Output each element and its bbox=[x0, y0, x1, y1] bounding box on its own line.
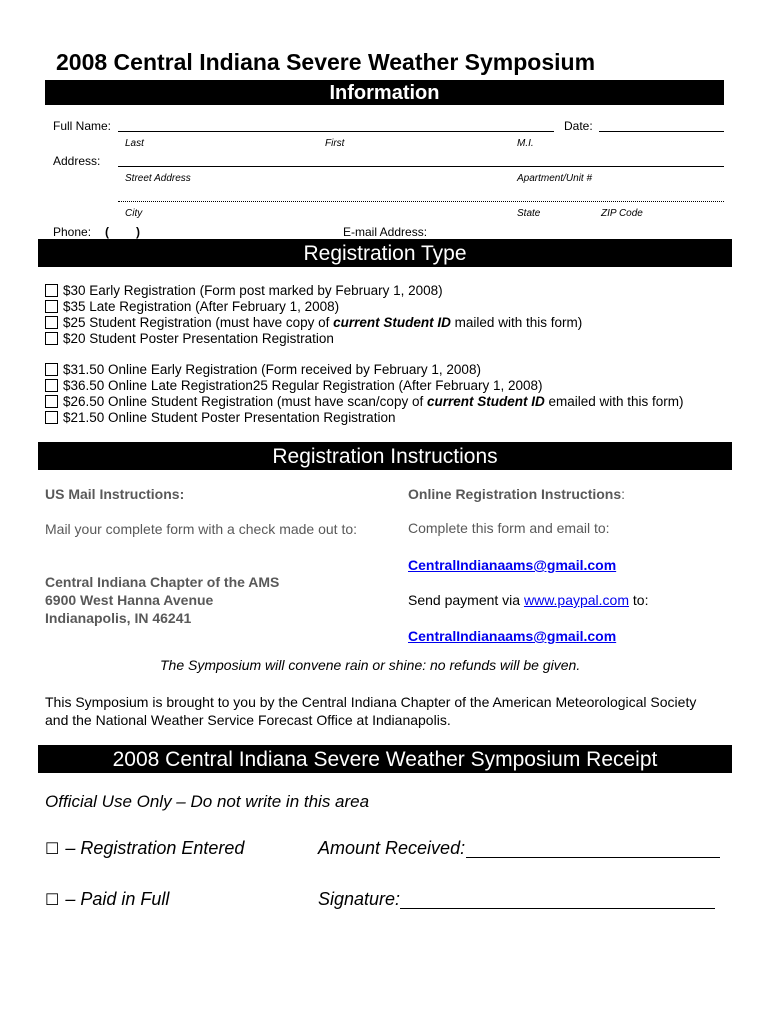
option-label: $35 Late Registration (After February 1, 2008) bbox=[63, 299, 340, 314]
date-field[interactable] bbox=[599, 131, 724, 132]
official-use-notice: Official Use Only – Do not write in this area bbox=[45, 792, 370, 811]
phone-field[interactable] bbox=[148, 237, 338, 238]
city-label: City bbox=[125, 208, 143, 219]
no-refunds-notice: The Symposium will convene rain or shine: no refunds will be given. bbox=[160, 657, 581, 673]
information-header: Information bbox=[45, 80, 724, 105]
checkbox-icon[interactable] bbox=[45, 284, 58, 297]
city-state-zip-field[interactable] bbox=[118, 201, 724, 202]
checkbox-icon[interactable] bbox=[45, 332, 58, 345]
mail-address-line1: Central Indiana Chapter of the AMS bbox=[45, 574, 280, 590]
sponsor-text: This Symposium is brought to you by the Central Indiana Chapter of the American Meteorological Society and the National Weather Service Forecast Office at Indianapolis. bbox=[45, 694, 697, 728]
option-label: $31.50 Online Early Registration (Form received by February 1, 2008) bbox=[63, 362, 481, 377]
full-name-field[interactable] bbox=[118, 131, 554, 132]
email-link-1[interactable]: CentralIndianaams@gmail.com bbox=[408, 557, 617, 573]
registration-option[interactable] bbox=[45, 362, 481, 377]
online-heading-colon: : bbox=[621, 486, 626, 502]
registration-option[interactable] bbox=[45, 410, 395, 425]
registration-option[interactable] bbox=[45, 394, 684, 409]
registration-option[interactable] bbox=[45, 283, 443, 298]
registration-option[interactable] bbox=[45, 331, 334, 346]
option-label: $21.50 Online Student Poster Presentation Registration bbox=[63, 410, 396, 425]
amount-received-label: Amount Received: bbox=[318, 838, 466, 858]
online-instructions-heading bbox=[408, 486, 625, 502]
checkbox-icon[interactable] bbox=[45, 300, 58, 313]
email-field[interactable] bbox=[448, 237, 724, 238]
registration-option[interactable] bbox=[45, 378, 543, 393]
online-instructions-text: Complete this form and email to: bbox=[408, 520, 610, 536]
option-label: $20 Student Poster Presentation Registration bbox=[63, 331, 334, 346]
option-label-start: $26.50 Online Student Registration (must have scan/copy of bbox=[63, 394, 427, 409]
paid-in-full-checkbox-icon[interactable]: ☐ bbox=[45, 892, 60, 909]
mail-address-line2: 6900 West Hanna Avenue bbox=[45, 592, 214, 608]
signature-label: Signature: bbox=[318, 889, 401, 909]
middle-initial-label: M.I. bbox=[517, 138, 534, 149]
last-name-label: Last bbox=[125, 138, 144, 149]
phone-paren-open: ( bbox=[105, 225, 109, 239]
payment-instructions bbox=[408, 592, 648, 608]
checkbox-icon[interactable] bbox=[45, 316, 58, 329]
registration-entered-label: – Registration Entered bbox=[65, 838, 245, 858]
paid-in-full-label: – Paid in Full bbox=[65, 889, 170, 909]
email-link-2[interactable]: CentralIndianaams@gmail.com bbox=[408, 628, 617, 644]
paid-in-full-row bbox=[45, 889, 169, 910]
payment-pre-text: Send payment via bbox=[408, 592, 524, 608]
registration-option[interactable] bbox=[45, 299, 339, 314]
registration-option[interactable] bbox=[45, 315, 582, 330]
receipt-header: 2008 Central Indiana Severe Weather Symposium Receipt bbox=[38, 745, 732, 773]
street-address-label: Street Address bbox=[125, 173, 191, 184]
email-label: E-mail Address: bbox=[343, 225, 428, 239]
option-label-emphasis: current Student ID bbox=[426, 394, 545, 409]
option-label-end: mailed with this form) bbox=[450, 315, 583, 330]
paypal-link[interactable]: www.paypal.com bbox=[523, 592, 630, 608]
phone-paren-close: ) bbox=[136, 225, 140, 239]
option-label: $30 Early Registration (Form post marked by February 1, 2008) bbox=[63, 283, 443, 298]
checkbox-icon[interactable] bbox=[45, 363, 58, 376]
zip-code-label: ZIP Code bbox=[601, 208, 643, 219]
address-label: Address: bbox=[53, 154, 101, 168]
mail-instructions-text: Mail your complete form with a check made out to: bbox=[45, 521, 358, 537]
option-label: $36.50 Online Late Registration25 Regular Registration (After February 1, 2008) bbox=[63, 378, 543, 393]
online-heading-text: Online Registration Instructions bbox=[408, 486, 622, 502]
page-title: 2008 Central Indiana Severe Weather Symposium bbox=[56, 49, 596, 75]
mail-address-line3: Indianapolis, IN 46241 bbox=[45, 610, 192, 626]
us-mail-heading: US Mail Instructions: bbox=[45, 486, 185, 502]
option-label-end: emailed with this form) bbox=[544, 394, 684, 409]
date-label: Date: bbox=[564, 119, 593, 133]
signature-field[interactable] bbox=[400, 908, 715, 909]
option-label-emphasis: current Student ID bbox=[333, 315, 451, 330]
street-address-field[interactable] bbox=[118, 166, 724, 167]
registration-entered-checkbox-icon[interactable]: ☐ bbox=[45, 841, 60, 858]
checkbox-icon[interactable] bbox=[45, 379, 58, 392]
amount-received-field[interactable] bbox=[466, 857, 720, 858]
payment-post-text: to: bbox=[629, 592, 649, 608]
full-name-label: Full Name: bbox=[53, 119, 112, 133]
registration-type-header: Registration Type bbox=[38, 239, 732, 267]
registration-entered-row bbox=[45, 838, 244, 859]
checkbox-icon[interactable] bbox=[45, 395, 58, 408]
state-label: State bbox=[517, 208, 541, 219]
phone-label: Phone: bbox=[53, 225, 92, 239]
option-label-start: $25 Student Registration (must have copy of bbox=[63, 315, 334, 330]
first-name-label: First bbox=[325, 138, 345, 149]
checkbox-icon[interactable] bbox=[45, 411, 58, 424]
registration-instructions-header: Registration Instructions bbox=[38, 442, 732, 470]
apartment-label: Apartment/Unit # bbox=[517, 173, 593, 184]
